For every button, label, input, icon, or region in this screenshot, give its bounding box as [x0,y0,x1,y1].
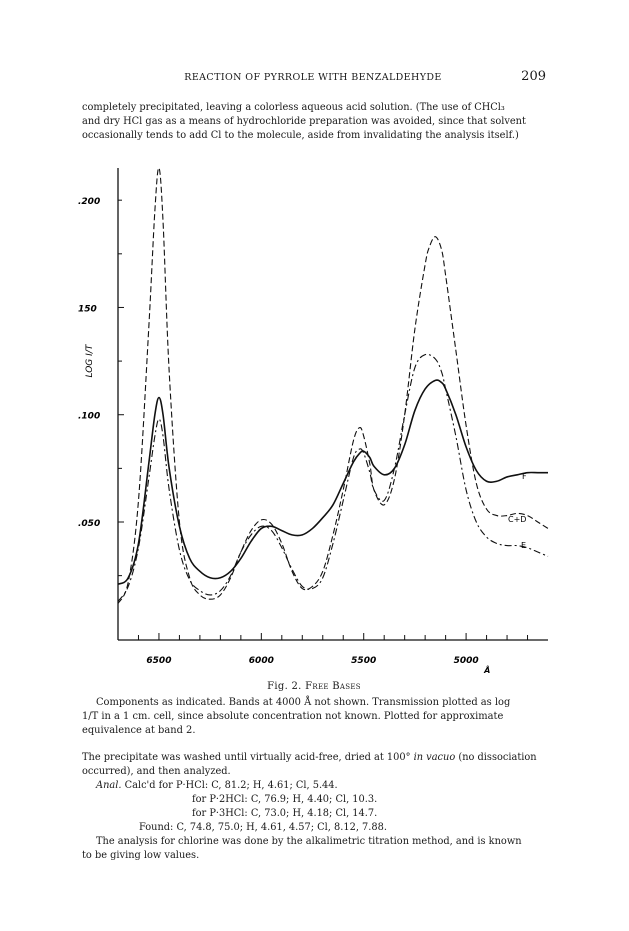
body-text: to be giving low values. [82,850,200,861]
body-line [82,765,546,779]
body-italic: Anal. [96,780,122,791]
body-text: occurred), and then analyzed. [82,766,231,777]
body-line [82,807,546,821]
text-line: and dry HCl gas as a means of hydrochloride preparation was avoided, since that solvent [82,116,526,127]
x-tick-label: 5500 [351,656,377,666]
body-text: The precipitate was washed until virtually acid-free, dried at 100° [82,752,414,763]
figure-legend [82,696,546,738]
body-text: Calc'd for P·HCl: C, 81.2; H, 4.61; Cl, 5.44. [121,780,338,791]
series-line-f [118,380,548,584]
body-text: The analysis for chlorine was done by the alkalimetric titration method, and is known [96,836,522,847]
body-line [82,793,546,807]
y-tick-label: .200 [78,197,101,208]
body-line [82,821,546,835]
body-line [82,751,546,765]
body-line [82,849,546,863]
analysis-paragraph [82,751,546,863]
x-unit-label: Å [484,666,491,675]
y-tick-label: .100 [78,411,101,422]
body-line [82,779,546,793]
figure-title: Free Bases [305,681,361,692]
text-line: completely precipitated, leaving a colorless aqueous acid solution. (The use of CHCl₃ [82,102,505,113]
curve-label: E [521,541,527,550]
y-axis-label: LOG I/T [85,344,95,378]
body-text: (no dissociation [455,752,537,763]
body-italic: in vacuo [413,752,456,763]
series-line-e [118,354,548,601]
legend-line: equivalence at band 2. [82,725,196,736]
x-tick-label: 6000 [248,656,274,666]
body-text: for P·2HCl: C, 76.9; H, 4.40; Cl, 10.3. [192,794,378,805]
curve-label: C+D [508,515,527,524]
y-tick-label: 150 [78,304,97,315]
figure-caption [82,681,546,692]
body-text: Found: C, 74.8, 75.0; H, 4.61, 4.57; Cl, 8.12, 7.88. [139,822,387,833]
body-line [82,835,546,849]
y-tick-label: .050 [78,519,101,529]
page-number: 209 [521,69,546,84]
figure-number: Fig. 2. [267,681,302,692]
curve-label: F [522,472,527,481]
text-line: occasionally tends to add Cl to the molecule, aside from invalidating the analysis itself.) [82,130,519,141]
body-text: for P·3HCl: C, 73.0; H, 4.18; Cl, 14.7. [192,808,378,819]
legend-line: Components as indicated. Bands at 4000 Å not shown. Transmission plotted as log [96,697,511,708]
legend-line: 1/T in a 1 cm. cell, since absolute concentration not known. Plotted for approximate [82,711,504,722]
x-tick-label: 5000 [453,656,479,666]
x-tick-label: 6500 [146,656,172,666]
running-title: REACTION OF PYRROLE WITH BENZALDEHYDE [184,72,442,83]
